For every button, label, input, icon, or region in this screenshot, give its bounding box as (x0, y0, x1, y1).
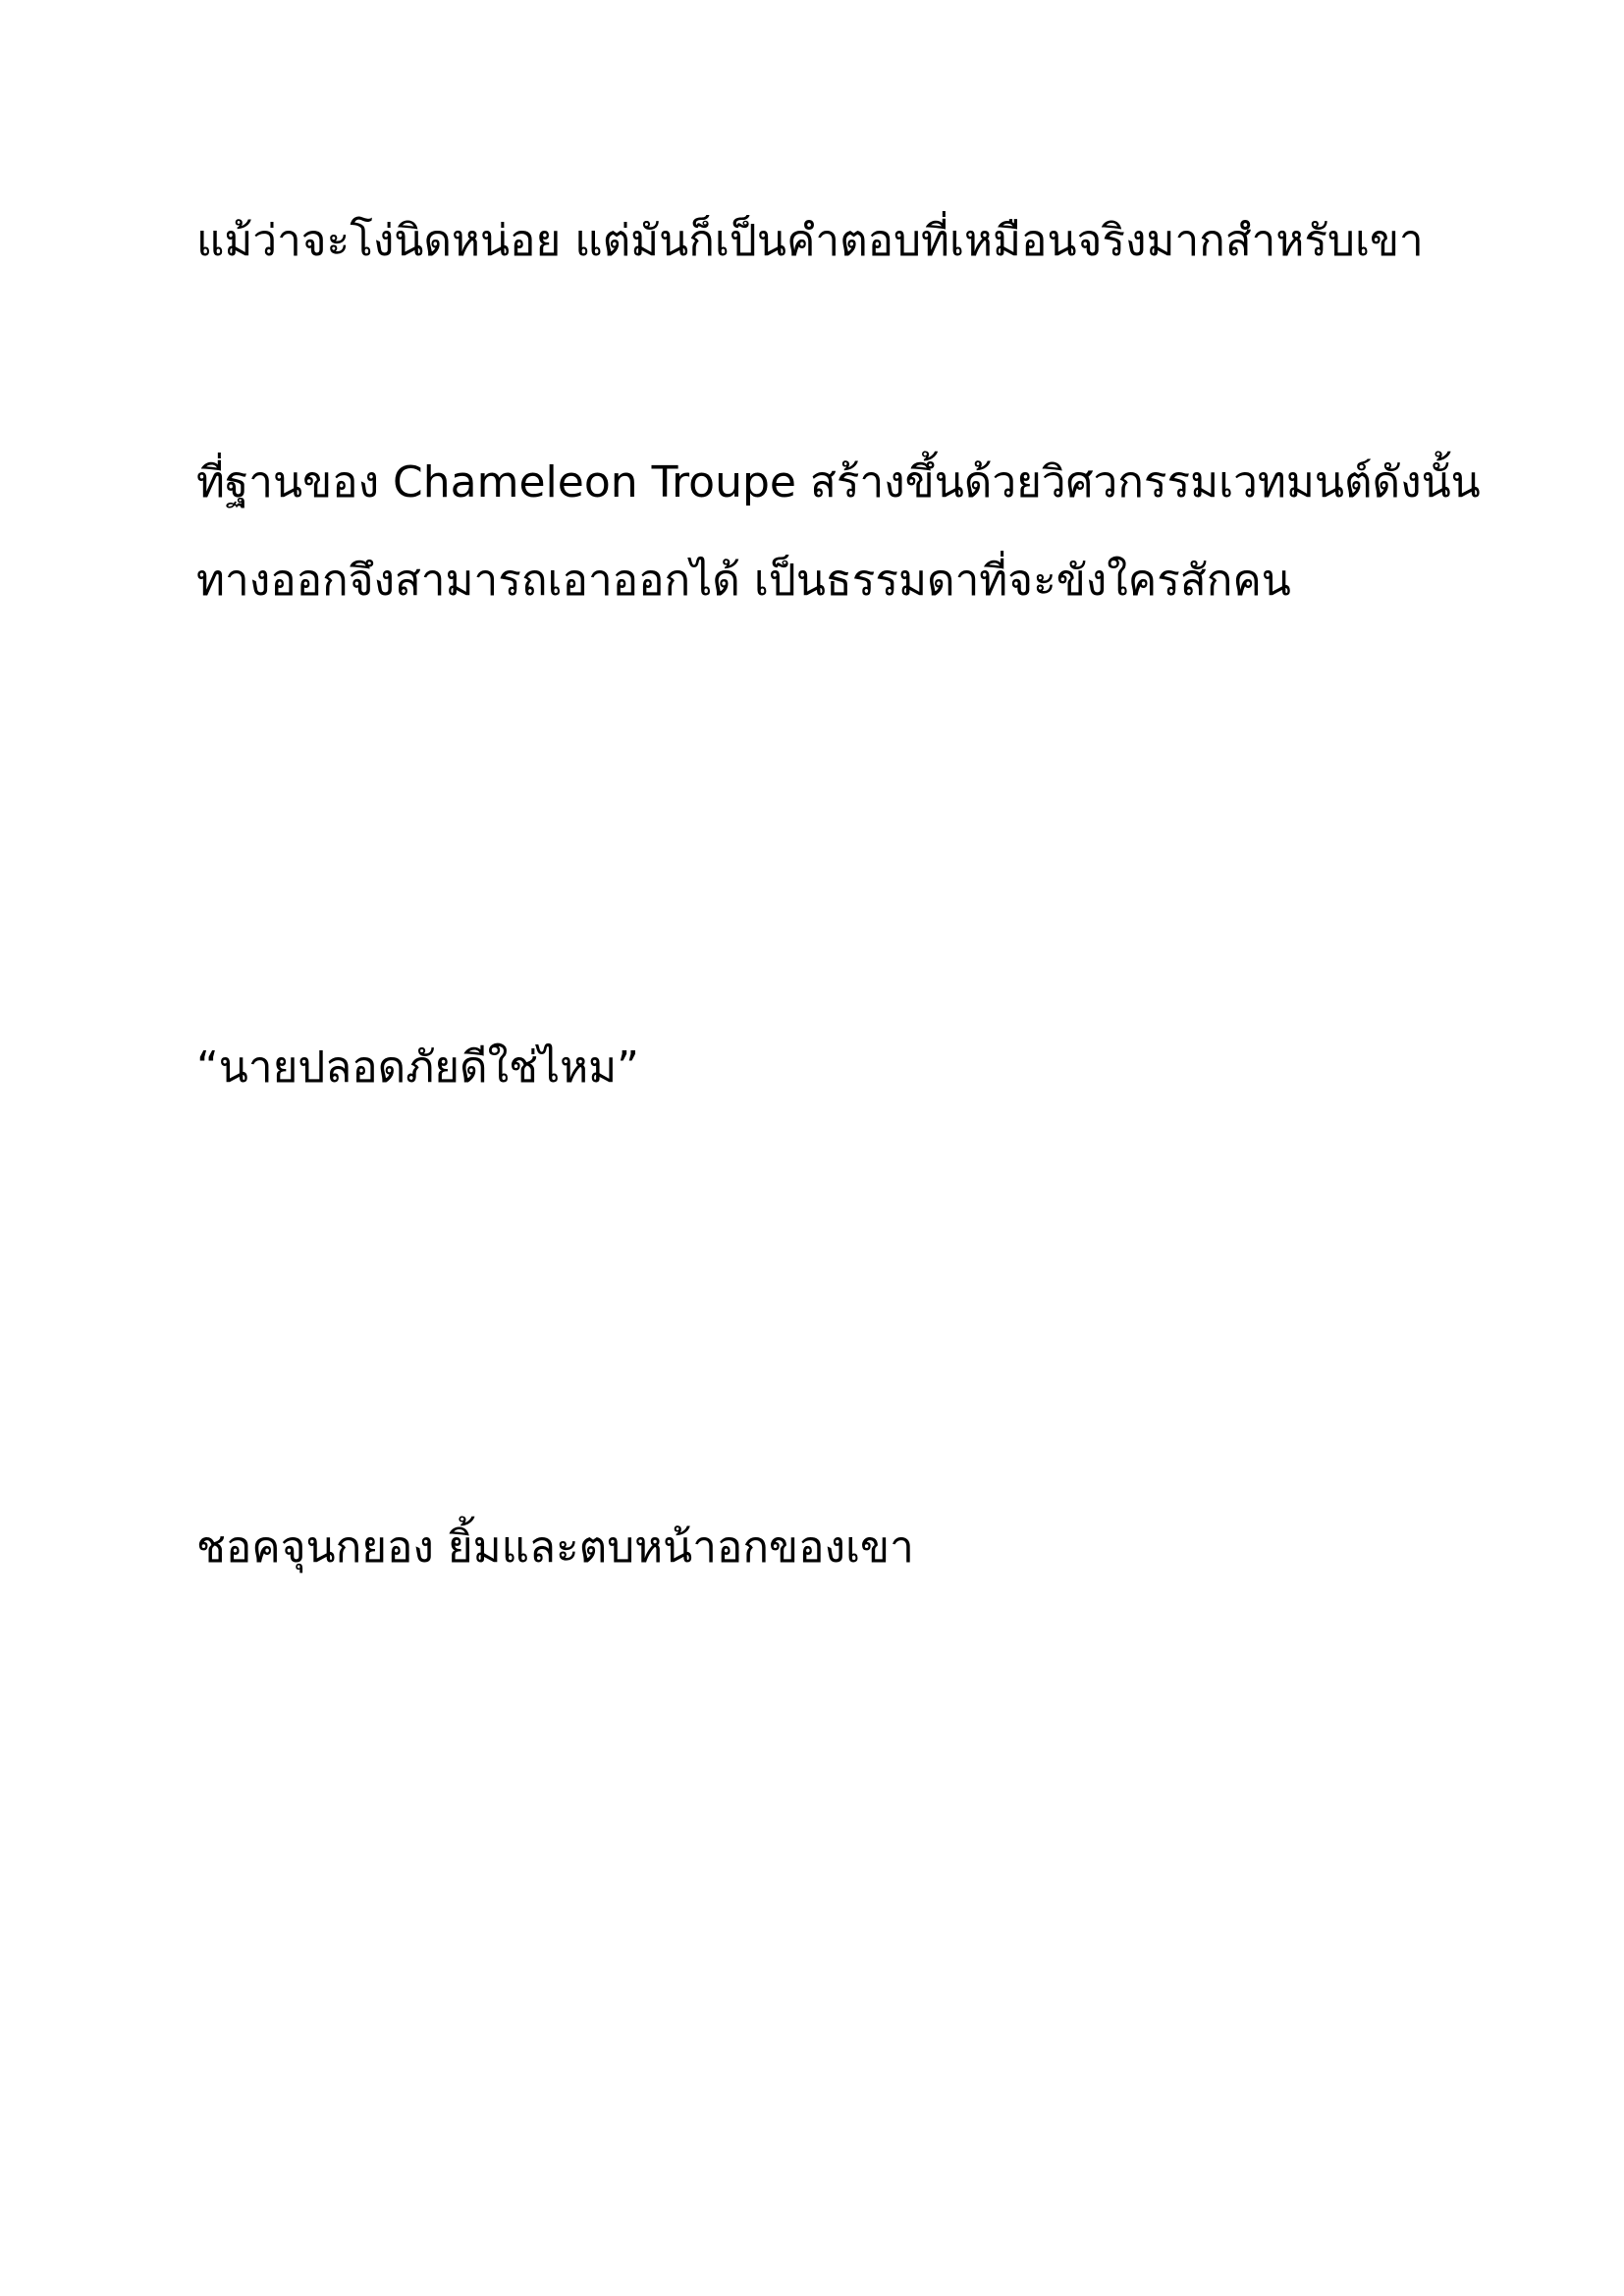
dialogue-line: “นายปลอดภัยดีใช่ไหม” (196, 1042, 639, 1093)
paragraph-1-line-1: แม้ว่าจะโง่นิดหน่อย แต่มันก็เป็นคำตอบที่เหมือนจริงมากสำหรับเขา (196, 216, 1424, 266)
paragraph-2-line-1: ที่ฐานของ Chameleon Troupe สร้างขึ้นด้วยวิศวกรรมเวทมนต์ดังนั้น (196, 457, 1481, 507)
paragraph-2-line-2: ทางออกจึงสามารถเอาออกได้ เป็นธรรมดาที่จะขังใครสักคน (196, 556, 1291, 606)
paragraph-4-line-1: ชอคจุนกยอง ยิ้มและตบหน้าอกของเขา (196, 1522, 914, 1573)
